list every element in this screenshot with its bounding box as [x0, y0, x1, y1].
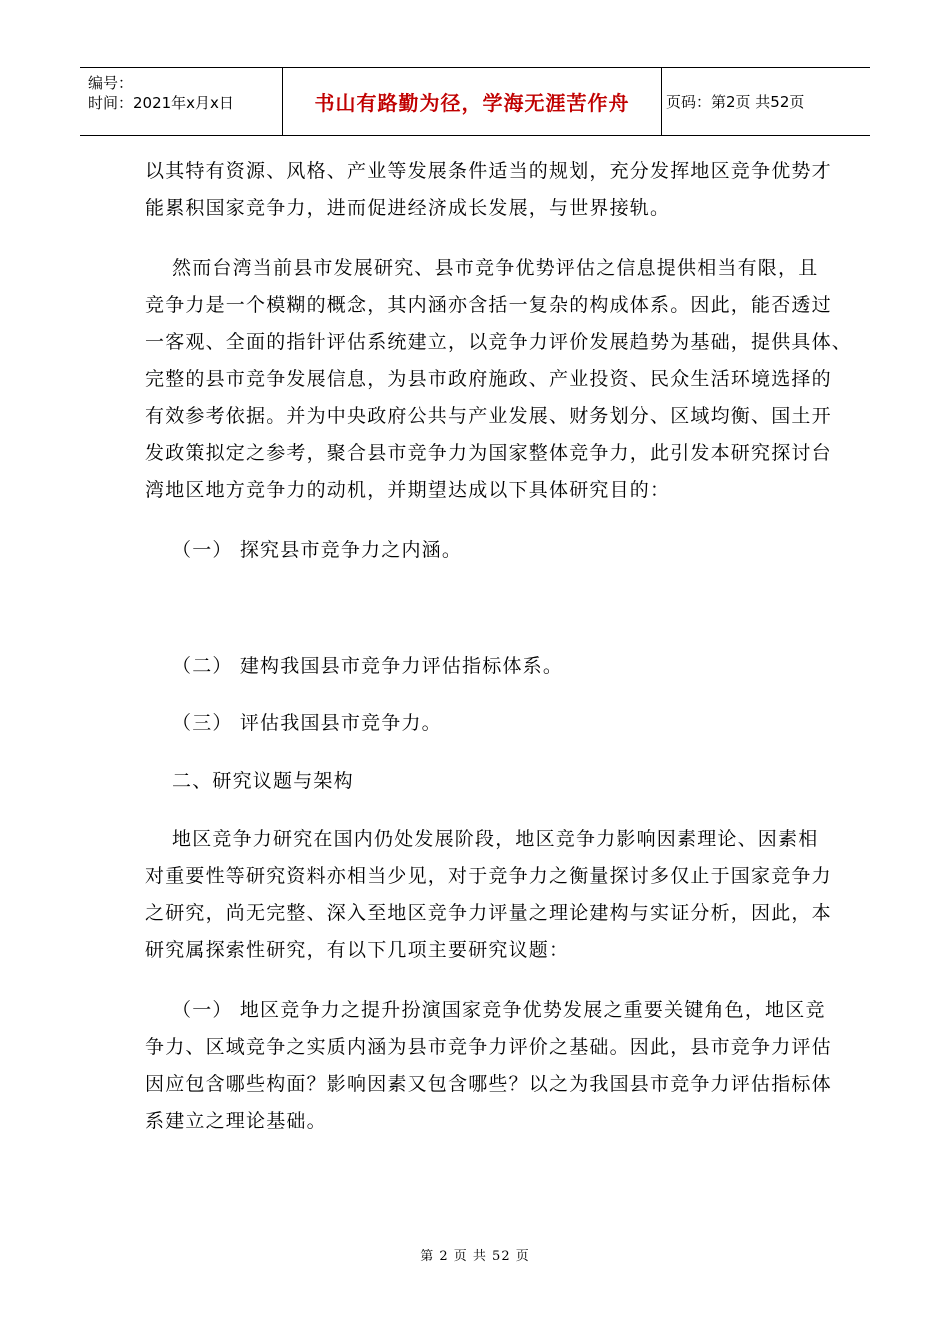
paragraph-line: 争力、区域竞争之实质内涵为县市竞争力评价之基础。因此，县市竞争力评估 [145, 1036, 832, 1058]
time-label: 时间：2021年x月x日 [88, 94, 234, 112]
paragraph-line: 一客观、全面的指针评估系统建立，以竞争力评价发展趋势为基础，提供具体、 [145, 331, 853, 353]
paragraph-line: 地区竞争力研究在国内仍处发展阶段，地区竞争力影响因素理论、因素相 [172, 828, 819, 850]
header-meta-cell [80, 68, 282, 135]
paragraph-line: 以其特有资源、风格、产业等发展条件适当的规划，充分发挥地区竞争优势才 [145, 160, 832, 182]
paragraph-line: 因应包含哪些构面？影响因素又包含哪些？以之为我国县市竞争力评估指标体 [145, 1073, 832, 1095]
research-goal-1: （一） 探究县市竞争力之内涵。 [172, 539, 463, 561]
header-page-cell [662, 68, 870, 135]
page-info: 页码：第2页 共52页 [666, 93, 805, 111]
paragraph-line: 湾地区地方竞争力的动机，并期望达成以下具体研究目的： [145, 479, 671, 501]
paragraph-line: 系建立之理论基础。 [145, 1110, 327, 1132]
number-label: 编号： [88, 74, 134, 92]
paragraph-line: 竞争力是一个模糊的概念，其内涵亦含括一复杂的构成体系。因此，能否透过 [145, 294, 832, 316]
research-goal-2: （二） 建构我国县市竞争力评估指标体系。 [172, 655, 564, 677]
paragraph-line: 能累积国家竞争力，进而促进经济成长发展，与世界接轨。 [145, 197, 671, 219]
page-footer: 第 2 页 共 52 页 [420, 1249, 530, 1264]
paragraph-line: 发政策拟定之参考，聚合县市竞争力为国家整体竞争力，此引发本研究探讨台 [145, 442, 832, 464]
section-heading: 二、研究议题与架构 [172, 770, 354, 792]
paragraph-line: 研究属探索性研究，有以下几项主要研究议题： [145, 939, 570, 961]
paragraph-line: （一） 地区竞争力之提升扮演国家竞争优势发展之重要关键角色，地区竞 [172, 999, 826, 1021]
paragraph-line: 然而台湾当前县市发展研究、县市竞争优势评估之信息提供相当有限，且 [172, 257, 819, 279]
paragraph-line: 之研究，尚无完整、深入至地区竞争力评量之理论建构与实证分析，因此，本 [145, 902, 832, 924]
header-motto-cell [282, 68, 662, 135]
research-goal-3: （三） 评估我国县市竞争力。 [172, 712, 442, 734]
document-header [80, 67, 870, 136]
motto-text: 书山有路勤为径，学海无涯苦作舟 [314, 91, 630, 115]
paragraph-line: 完整的县市竞争发展信息，为县市政府施政、产业投资、民众生活环境选择的 [145, 368, 832, 390]
paragraph-line: 对重要性等研究资料亦相当少见，对于竞争力之衡量探讨多仅止于国家竞争力 [145, 865, 832, 887]
paragraph-line: 有效参考依据。并为中央政府公共与产业发展、财务划分、区域均衡、国土开 [145, 405, 832, 427]
